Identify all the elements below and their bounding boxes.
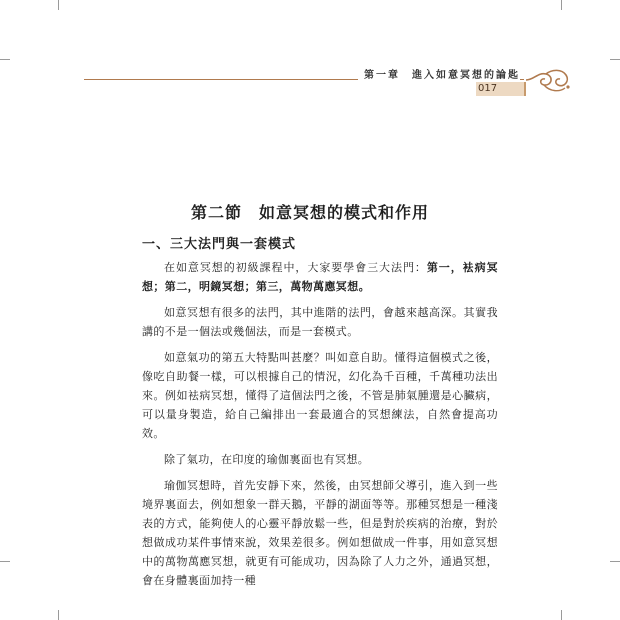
three-methods-highlight: 第一，袪病冥想；第二，明鏡冥想；第三，萬物萬應冥想。 [142,261,498,293]
body-text [142,258,498,597]
swirl-ornament-icon [524,66,572,96]
subsection-title: 一、三大法門與一套模式 [142,237,297,252]
crop-mark [58,610,59,620]
paragraph: 如意氣功的第五大特點叫甚麼？叫如意自助。懂得這個模式之後，像吃自助餐一樣，可以根據自己的情況，幻化為千百種，千萬種功法出來。例如袪病冥想，懂得了這個法門之後，不管是肺氣腫還是心臟病，可以量身製造，給自己編排出一套最適合的冥想練法，自然會提高功效。 [142,351,498,440]
paragraph: 如意冥想有很多的法門，其中進階的法門，會越來越高深。其實我講的不是一個法或幾個法，而是一套模式。 [142,306,498,338]
running-header [0,0,620,120]
paragraph-text: 在如意冥想的初級課程中，大家要學會三大法門： [164,261,427,274]
crop-mark [610,561,620,562]
section-title: 第二節 如意冥想的模式和作用 [190,203,429,222]
crop-mark [561,610,562,620]
page-number: 017 [478,83,498,94]
paragraph: 瑜伽冥想時，首先安靜下來，然後，由冥想師父導引，進入到一些境界裏面去，例如想象一群天鵝，平靜的湖面等等。那種冥想是一種淺表的方式，能夠使人的心靈平靜放鬆一些，但是對於疾病的治療，對於想做成功某件事情來說，效果差很多。例如想做成一件事，用如意冥想中的萬物萬應冥想，就更有可能成功，因為除了人力之外，通過冥想，會在身體裏面加持一種 [142,479,498,587]
chapter-title: 第一章 進入如意冥想的論匙 [358,70,520,82]
crop-mark [0,561,10,562]
paragraph: 除了氣功，在印度的瑜伽裏面也有冥想。 [164,453,370,466]
paragraph [142,258,498,296]
